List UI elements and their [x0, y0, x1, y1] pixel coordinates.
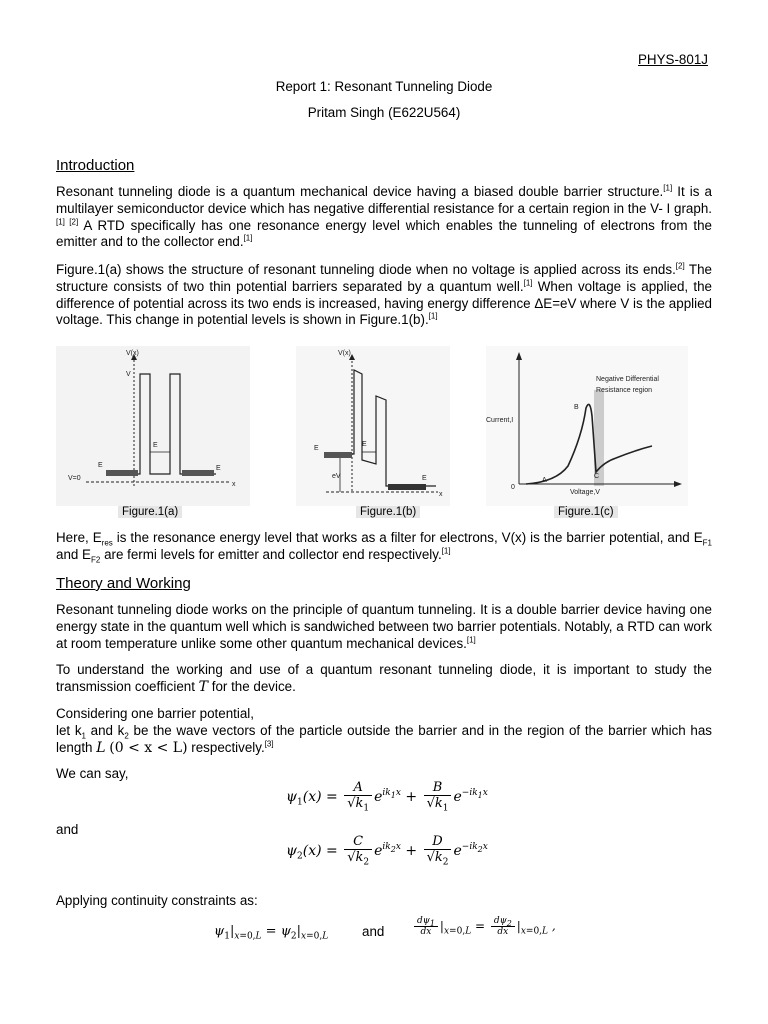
figure-1b-caption: Figure.1(b) — [356, 506, 420, 518]
author-line: Pritam Singh (E622U564) — [307, 105, 461, 120]
svg-text:V(x): V(x) — [126, 350, 139, 357]
introduction-heading: Introduction — [56, 157, 135, 174]
svg-text:Current,I: Current,I — [486, 417, 514, 424]
svg-text:x: x — [439, 491, 443, 498]
svg-text:V(x): V(x) — [338, 350, 351, 357]
equation-psi2: $\psi_2(x)$ = $\frac{C}{√k_2}$ $e^{ik_2x}$ + $\frac{D}{√k_2}$ $e^{-ik_2x}$ — [286, 834, 488, 868]
continuity-equation-1: $\psi_1|_{x=0,L} = \psi_2|_{x=0,L}$ — [214, 924, 329, 942]
course-code: PHYS-801J — [638, 52, 708, 67]
figure-1c-caption: Figure.1(c) — [554, 506, 618, 518]
report-title: Report 1: Resonant Tunneling Diode — [275, 79, 493, 94]
svg-text:E: E — [422, 475, 427, 482]
and-text: and — [56, 822, 79, 837]
figure-1a-caption: Figure.1(a) — [118, 506, 182, 518]
svg-text:A: A — [542, 477, 547, 484]
figure-1b-diagram — [296, 346, 450, 506]
figure-1a — [56, 346, 250, 506]
we-can-say: We can say, — [56, 766, 129, 781]
svg-text:E: E — [98, 462, 103, 469]
svg-text:E: E — [153, 442, 158, 449]
intro-paragraph-2: Figure.1(a) shows the structure of resonant tunneling diode when no voltage is applied across its ends.[2] The structure consists of two thin potential barriers separated by a quantum well.[1] When voltage is applied, the difference of potential across its two ends is increased, having energy difference ΔE=eV where V is the applied voltage. This change in potential levels is shown in Figure.1(b).[1] — [56, 261, 712, 328]
theory-heading: Theory and Working — [56, 575, 191, 592]
svg-text:B: B — [574, 404, 579, 411]
theory-paragraph-1: Resonant tunneling diode works on the principle of quantum tunneling. It is a double barrier device having one energy state in the quantum well which is sandwiched between two barrier potentials. Notably, a RTD can work at room temperature unlike some other quantum mechanical devices.[1] — [56, 602, 712, 651]
svg-text:E: E — [216, 465, 221, 472]
figure-1c — [486, 346, 688, 506]
figure-1b — [296, 346, 450, 506]
svg-text:x: x — [232, 481, 236, 488]
figure-1a-diagram — [56, 346, 250, 506]
svg-text:Voltage,V: Voltage,V — [570, 489, 600, 496]
applying-continuity: Applying continuity constraints as: — [56, 893, 258, 908]
theory-paragraph-3: Considering one barrier potential, let $k_1$ and $k_2$ be the wave vectors of the particle outside the barrier and in the region of the barrier which has length L (0 < x < L) respectively.[3] — [56, 706, 713, 756]
and-text-2: and — [362, 924, 385, 939]
svg-text:E: E — [362, 441, 367, 448]
svg-text:eV: eV — [332, 473, 341, 480]
svg-text:V: V — [126, 371, 131, 378]
equation-psi1: $\psi_1(x)$ = $\frac{A}{√k_1}$ $e^{ik_1x}$ + $\frac{B}{√k_1}$ $e^{-ik_1x}$ — [286, 780, 488, 814]
intro-paragraph-1: Resonant tunneling diode is a quantum mechanical device having a biased double barrier structure.[1] It is a multilayer semiconductor device which has negative differential resistance for a certain region in the V- I graph.[1] [2] A RTD specifically has one resonance energy level which enables the tunneling of electrons from the emitter and to the collector end.[1] — [56, 183, 712, 250]
svg-text:Negative Differential: Negative Differential — [596, 376, 659, 383]
svg-text:Resistance region: Resistance region — [596, 387, 653, 394]
svg-text:C: C — [594, 473, 600, 480]
theory-paragraph-2: To understand the working and use of a quantum resonant tunneling diode, it is important to study the transmission coefficient T for the device. — [56, 662, 712, 695]
figure-explanation: Here, $E_{res}$ is the resonance energy level that works as a filter for electrons, V(x) is the barrier potential, and $E_{F1}$ and $E_{F2}$ are fermi levels for emitter and collector end respectively.[1] — [56, 530, 712, 565]
svg-text:V=0: V=0 — [68, 475, 81, 482]
svg-text:0: 0 — [511, 484, 515, 491]
continuity-equation-2: $\frac{d\psi_1}{dx}$ $|_{x=0,L}$ = $\frac{d\psi_2}{dx}$ $|_{x=0,L}$ , — [412, 916, 556, 937]
svg-text:E: E — [314, 445, 319, 452]
figure-1c-chart — [486, 346, 688, 506]
